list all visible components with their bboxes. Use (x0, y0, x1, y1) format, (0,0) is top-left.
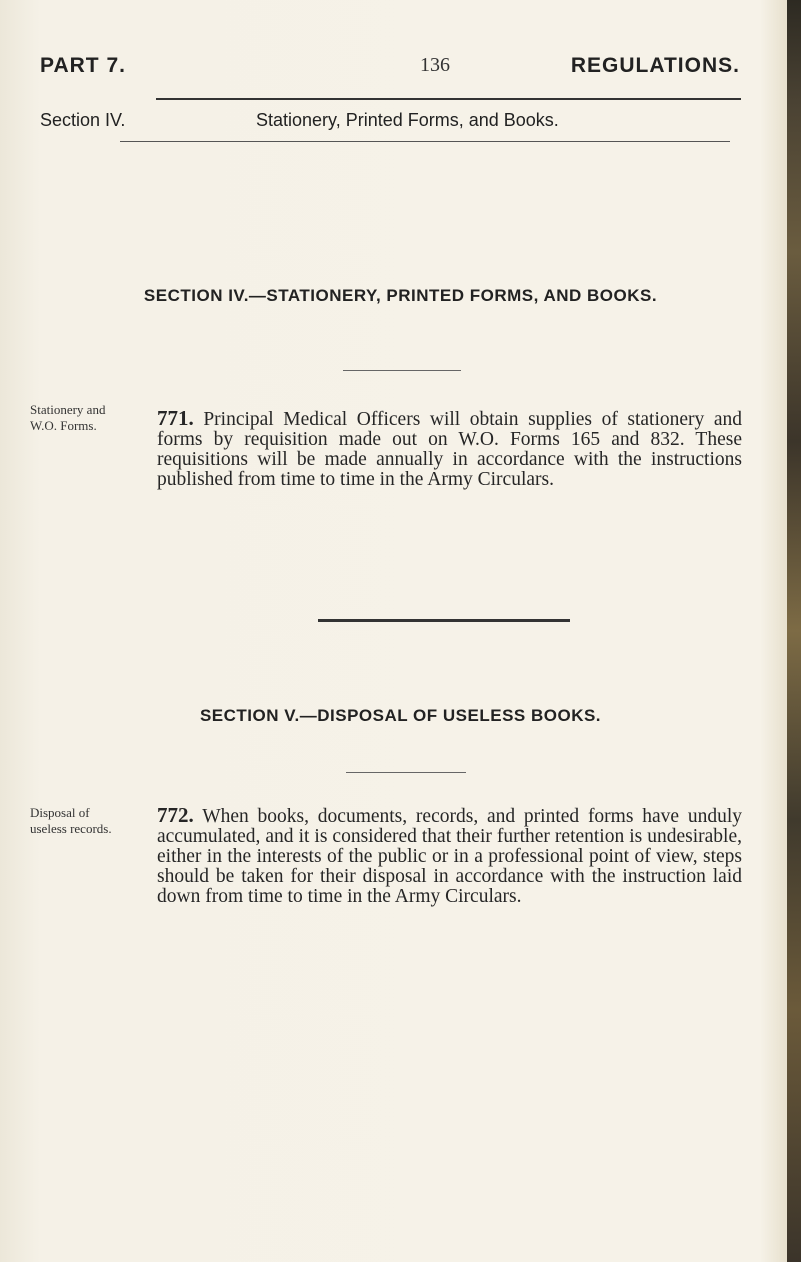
section-subheader (40, 110, 740, 136)
section-iv-divider (343, 370, 461, 371)
running-header (40, 54, 740, 84)
paragraph-number: 771. (157, 406, 194, 430)
book-title: REGULATIONS. (570, 54, 740, 77)
section-v-title: SECTION V.—DISPOSAL OF USELESS BOOKS. (199, 706, 602, 725)
subheader-rule (120, 141, 730, 142)
page-number: 136 (420, 54, 450, 76)
paragraph-771 (157, 408, 742, 490)
book-spine-edge (787, 0, 801, 1262)
section-iv-title: SECTION IV.—STATIONERY, PRINTED FORMS, AND BOOKS. (143, 286, 658, 305)
section-v-divider (346, 772, 466, 773)
header-rule (156, 98, 741, 100)
section-break-rule (318, 619, 570, 622)
part-label: PART 7. (40, 54, 126, 77)
paragraph-772 (157, 805, 742, 907)
paragraph-number: 772. (157, 803, 194, 827)
subheader-subject: Stationery, Printed Forms, and Books. (256, 110, 559, 130)
margin-note-disposal: Disposal of useless records. (30, 805, 112, 836)
paragraph-text: Principal Medical Officers will obtain supplies of stationery and forms by requisition made out on W.O. Forms 165 and 832. These requisitions will be made annually in accordance with the instructions published from time to time in the Army Circulars. (157, 409, 743, 490)
margin-note-stationery: Stationery and W.O. Forms. (30, 402, 106, 433)
paragraph-text: When books, documents, records, and printed forms have unduly accumulated, and it is considered that their further retention is undesirable, either in the interests of the public or in a professional point of view, steps should be taken for their disposal in accordance with the instruction laid down from time to time in the Army Circulars. (157, 806, 742, 907)
subheader-section: Section IV. (40, 110, 126, 130)
